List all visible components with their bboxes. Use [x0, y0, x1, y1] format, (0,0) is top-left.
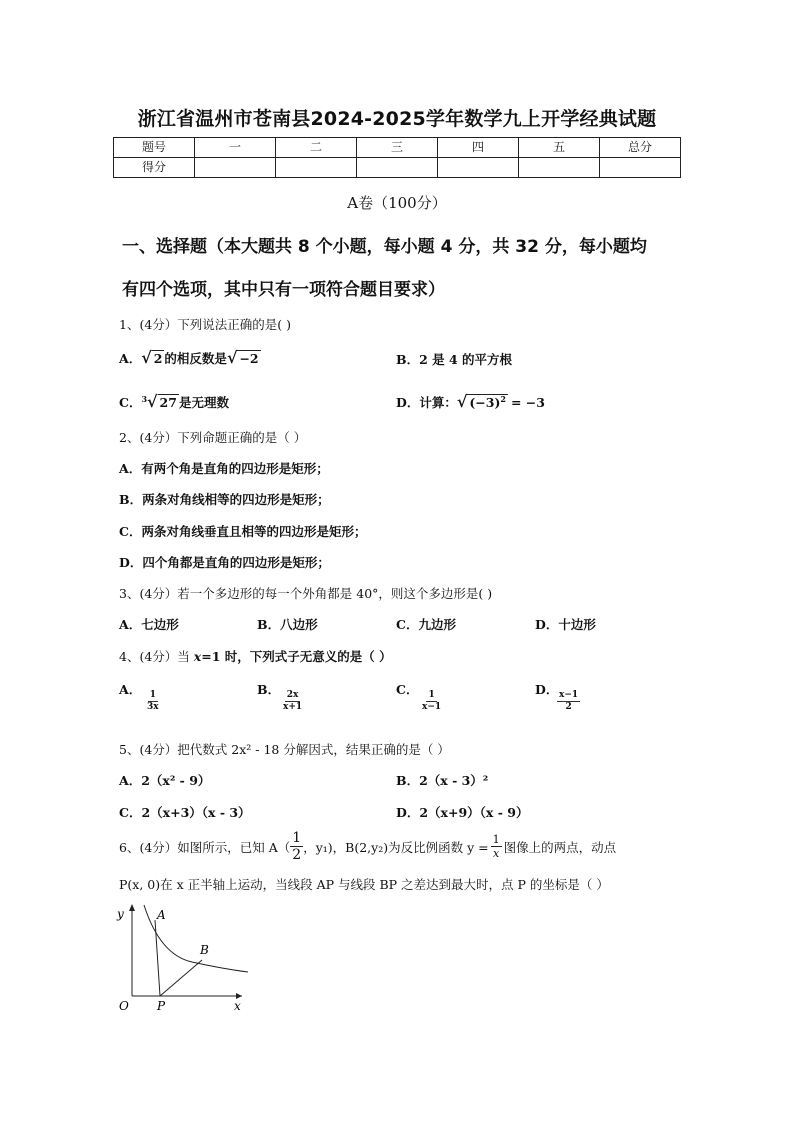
- q4-d-fraction: [557, 690, 580, 713]
- exam-title: 浙江省温州市苍南县2024-2025学年数学九上开学经典试题: [137, 108, 657, 130]
- q4-option-d: [535, 680, 579, 712]
- q1-a-mid: 的相反数是: [164, 351, 227, 366]
- q4-b-den: x+1: [283, 702, 303, 712]
- sqrt-symbol: √: [456, 392, 468, 411]
- q6-figure: [112, 900, 257, 1010]
- score-header-cell: 题号: [114, 138, 195, 158]
- score-cell: [276, 158, 357, 178]
- q4-stem-post: =1 时，下列式子无意义的是（ ）: [201, 649, 392, 664]
- question-1-stem: 1、(4分）下列说法正确的是( ): [119, 317, 292, 332]
- q4-c-den: x−1: [422, 702, 442, 712]
- volume-heading: A卷（100分）: [347, 194, 447, 212]
- score-header-cell: 总分: [600, 138, 681, 158]
- q4-b-label: B．: [257, 682, 281, 697]
- score-cell: [357, 158, 438, 178]
- q4-a-fraction: [145, 690, 161, 713]
- section-heading-line2: 有四个选项，其中只有一项符合题目要求）: [122, 280, 445, 300]
- q2-option-b: B．两条对角线相等的四边形是矩形；: [119, 492, 330, 507]
- question-6-line2: P(x, 0)在 x 正半轴上运动，当线段 AP 与线段 BP 之差达到最大时，点 P 的坐标是（ ）: [119, 877, 609, 892]
- q4-b-num: 2x: [286, 690, 299, 700]
- q5-option-d: D．2（x+9）（x - 9）: [396, 805, 529, 820]
- q4-a-den: 3x: [147, 702, 159, 712]
- segment-bp: [160, 960, 202, 996]
- q3-option-a: A．七边形: [119, 617, 179, 632]
- q1-option-d: [396, 392, 545, 411]
- score-header-cell: 一: [195, 138, 276, 158]
- cbrt-symbol: √: [147, 392, 158, 411]
- q6-stem-c: 图像上的两点，动点: [503, 839, 617, 855]
- q5-option-c: C．2（x+3）（x - 3）: [119, 805, 251, 820]
- q1-c-index: 3: [141, 393, 148, 404]
- score-header-cell: 五: [519, 138, 600, 158]
- q6-stem-a: 6、(4分）如图所示，已知 A（: [119, 839, 291, 855]
- q1-a-radicand: 2: [153, 351, 163, 366]
- q4-a-label: A．: [119, 682, 142, 697]
- q4-stem-pre: 4、(4分）当: [119, 649, 194, 664]
- sqrt-symbol: √: [141, 348, 152, 367]
- q1-a-label: A．: [119, 351, 142, 366]
- q4-c-num: 1: [428, 690, 435, 700]
- section-heading-line1: 一、选择题（本大题共 8 个小题，每小题 4 分，共 32 分，每小题均: [122, 237, 647, 257]
- q6-stem-b: ，y₁)，B(2,y₂)为反比例函数 y =: [303, 839, 489, 855]
- q6-func-fraction: [491, 833, 502, 860]
- q4-c-label: C．: [396, 682, 419, 697]
- q4-b-fraction: [281, 690, 304, 713]
- score-table-score-row: [114, 158, 681, 178]
- q4-c-fraction: [420, 690, 443, 713]
- q1-a-radicand2: −2: [239, 351, 259, 366]
- q1-c-radicand: 27: [159, 395, 177, 410]
- q4-a-num: 1: [149, 690, 156, 700]
- score-row-label: 得分: [114, 158, 195, 178]
- q1-d-label: D．计算：: [396, 395, 457, 410]
- point-b-label: B: [200, 943, 209, 957]
- score-header-cell: 二: [276, 138, 357, 158]
- q1-c-label: C．: [119, 395, 142, 410]
- score-cell: [600, 158, 681, 178]
- score-cell: [438, 158, 519, 178]
- q3-option-b: B．八边形: [257, 617, 318, 632]
- q5-option-a: A．2（x² - 9）: [119, 773, 211, 788]
- q5-option-b: B．2（x - 3）²: [396, 773, 489, 788]
- q1-option-a: [119, 348, 261, 367]
- score-header-cell: 四: [438, 138, 519, 158]
- q1-option-b: B．2 是 4 的平方根: [396, 352, 513, 367]
- point-a-label: A: [157, 908, 166, 922]
- q1-d-result: = −3: [510, 395, 545, 410]
- q6-frac-num: 1: [292, 830, 302, 846]
- q1-c-text: 是无理数: [178, 395, 229, 410]
- q6-frac-den: 2: [292, 847, 302, 863]
- y-axis-label: y: [117, 907, 124, 921]
- q4-option-c: [396, 680, 442, 712]
- q4-stem-var: x: [193, 649, 202, 664]
- score-header-cell: 三: [357, 138, 438, 158]
- sqrt-symbol: √: [226, 348, 238, 367]
- q2-option-c: C．两条对角线垂直且相等的四边形是矩形；: [119, 524, 367, 539]
- segment-ap: [155, 920, 160, 996]
- q3-option-c: C．九边形: [396, 617, 456, 632]
- question-5-stem: 5、(4分）把代数式 2x² - 18 分解因式，结果正确的是（ ）: [119, 742, 450, 757]
- q6-func-num: 1: [492, 833, 500, 846]
- q1-d-expr-wrap: [467, 394, 508, 410]
- question-3-stem: 3、(4分）若一个多边形的每一个外角都是 40°，则这个多边形是( ): [119, 586, 493, 601]
- q2-option-a: A．有两个角是直角的四边形是矩形；: [119, 461, 329, 476]
- q3-option-d: D．十边形: [535, 617, 596, 632]
- question-6-stem: [119, 830, 616, 863]
- score-table: [113, 137, 681, 178]
- q6-fraction: [290, 830, 303, 863]
- x-axis-label: x: [234, 999, 241, 1010]
- origin-label: O: [119, 999, 129, 1010]
- score-cell: [195, 158, 276, 178]
- score-cell: [519, 158, 600, 178]
- q1-d-expr: (−3): [469, 395, 501, 410]
- q4-d-label: D．: [535, 682, 559, 697]
- q4-d-den: 2: [565, 702, 572, 712]
- question-2-stem: 2、(4分）下列命题正确的是（ ）: [119, 430, 307, 445]
- score-table-header-row: [114, 138, 681, 158]
- y-axis-arrow: [129, 904, 135, 911]
- q4-d-num: x−1: [559, 690, 579, 700]
- question-4-stem: [119, 647, 392, 665]
- q4-option-a: [119, 680, 159, 712]
- q4-option-b: [257, 680, 303, 712]
- q2-option-d: D．四个角都是直角的四边形是矩形；: [119, 555, 330, 570]
- point-p-label: P: [157, 999, 166, 1010]
- q1-d-power: 2: [500, 393, 506, 404]
- q1-option-c: [119, 392, 229, 411]
- q6-func-den: x: [492, 847, 500, 860]
